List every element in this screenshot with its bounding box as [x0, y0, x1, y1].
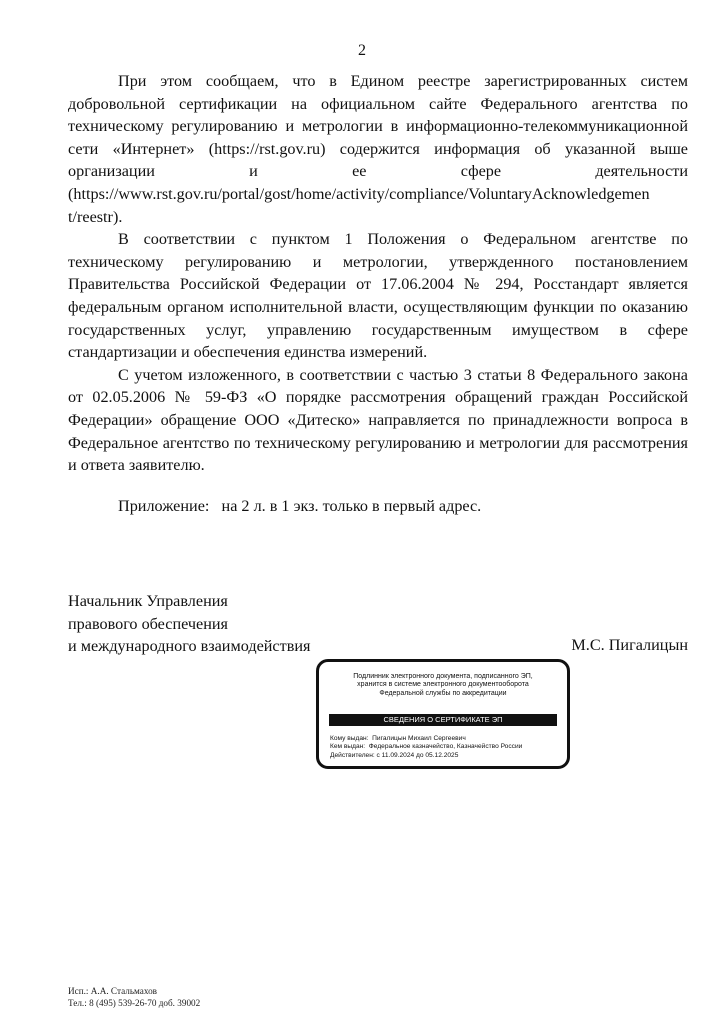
signer-position-line: правового обеспечения: [68, 614, 229, 633]
paragraph-regulation: В соответствии с пунктом 1 Положения о Федеральном агентстве по техническому регулированию и метрологии, утвержденного постановлением Правительства Российской Федерации от 17.06.2004 № 294, Росстандарт является федеральным органом исполнительной власти, осуществляющим функции по оказанию государственных услуг, управлению государственным имуществом в сфере стандартизации и обеспечения единства измерений.: [68, 230, 688, 362]
stamp-issuer-row: [330, 743, 522, 751]
stamp-issuer-label: Кем выдан:: [330, 743, 366, 751]
attachment-line: [118, 497, 481, 516]
paragraph-conclusion: С учетом изложенного, в соответствии с частью 3 статьи 8 Федерального закона от 02.05.2006 № 59-ФЗ «О порядке рассмотрения обращений граждан Российской Федерации» обращение ООО «Дитеско» направляется по принадлежности вопроса в Федеральное агентство по техническому регулированию и метрологии для рассмотрения и ответа заявителю.: [68, 365, 688, 475]
registry-link: (https://www.rst.gov.ru/portal/gost/home/activity/compliance/VoluntaryAcknowledgemen: [68, 184, 650, 203]
paragraph-registry: [68, 70, 688, 228]
stamp-owner-label: Кому выдан:: [330, 735, 369, 742]
stamp-owner: Пигалицын Михаил Сергеевич: [372, 735, 466, 742]
executor-name: Исп.: А.А. Стальмахов: [68, 986, 158, 996]
stamp-header-line: Федеральной службы по аккредитации: [379, 689, 507, 697]
executor-phone: Тел.: 8 (495) 539-26-70 доб. 39002: [68, 998, 201, 1008]
stamp-validity-label: Действителен:: [330, 751, 375, 759]
stamp-validity-row: [330, 752, 522, 760]
stamp-header-line: Подлинник электронного документа, подписанного ЭП,: [353, 673, 533, 680]
letter-body: [68, 70, 688, 477]
signer-name: М.С. Пигалицын: [571, 636, 688, 654]
stamp-header-line: хранится в системе электронного документооборота: [357, 681, 529, 689]
signer-position-line: и международного взаимодействия: [68, 637, 311, 656]
signer-position-line: Начальник Управления: [68, 592, 228, 610]
executor-info: [68, 985, 200, 1009]
registry-link-tail: t/reestr).: [68, 207, 123, 226]
stamp-validity: с 11.09.2024 до 05.12.2025: [376, 751, 459, 759]
electronic-signature-stamp: [316, 659, 570, 769]
attachment-label: Приложение:: [118, 497, 210, 515]
page-number: 2: [358, 42, 366, 59]
stamp-issuer: Федеральное казначейство, Казначейство России: [368, 743, 523, 751]
stamp-header: [319, 673, 567, 698]
attachment-text: на 2 л. в 1 экз. только в первый адрес.: [221, 497, 482, 515]
paragraph-registry-text: При этом сообщаем, что в Едином реестре зарегистрированных систем добровольной сертификации на официальном сайте Федерального агентства по техническому регулированию и метрологии в информационно-телекоммуникационной сети «Интернет» (https://rst.gov.ru) содержится информация об указанной выше организации и ее сфере деятельности: [68, 72, 688, 181]
stamp-certificate-title: СВЕДЕНИЯ О СЕРТИФИКАТЕ ЭП: [329, 714, 557, 726]
stamp-details: [330, 735, 522, 760]
